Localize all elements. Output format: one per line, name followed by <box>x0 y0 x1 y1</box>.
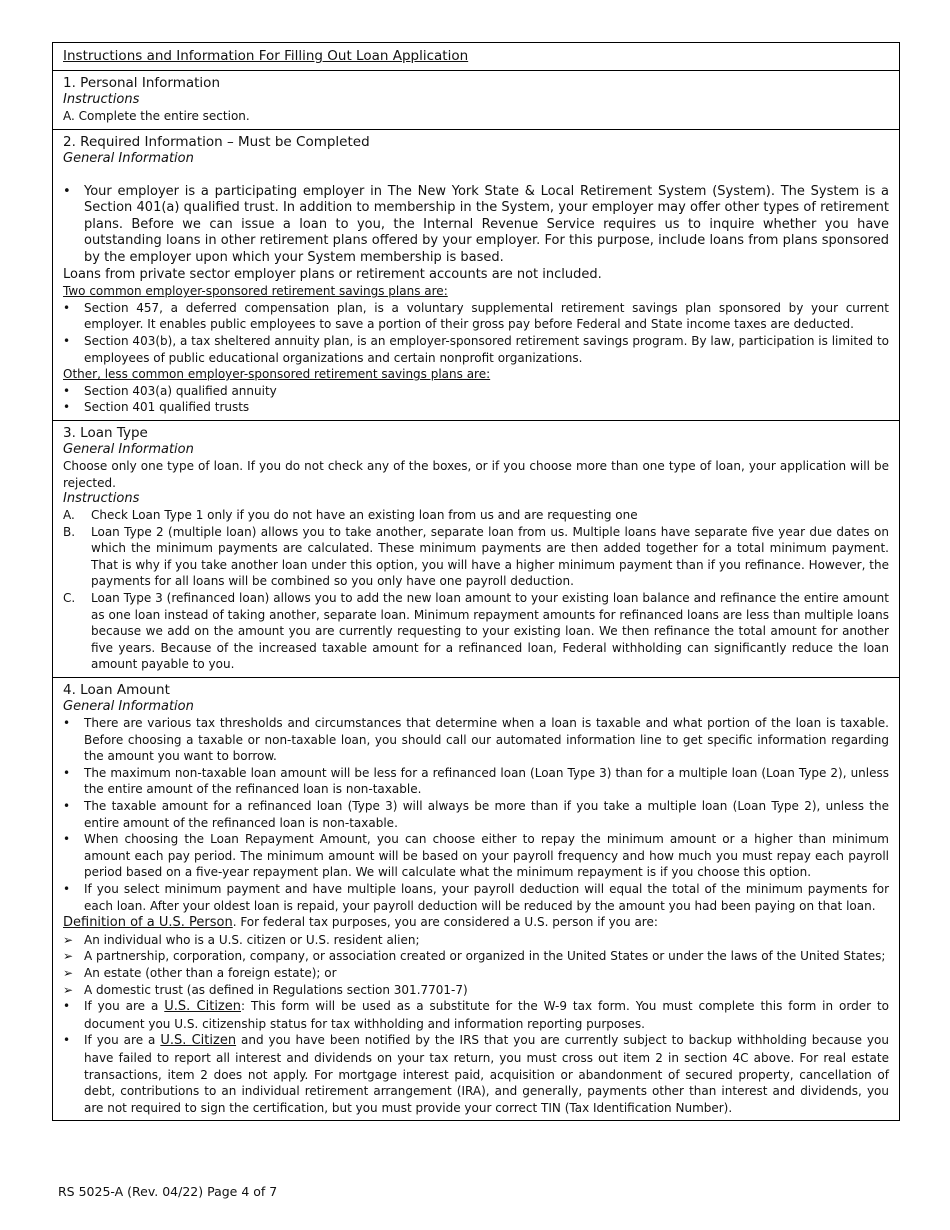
bullet-text: The maximum non-taxable loan amount will be less for a refinanced loan (Loan Type 3) than for a multiple loan (Loan Type 2), unless the entire amount of the refinanced loan is non-taxable. <box>84 765 889 797</box>
citizen-text: : This form will be used as a substitute for the W-9 tax form. You must complete this form in order to document you U.S. citizenship status for tax withholding and information reporting purposes. <box>84 999 890 1031</box>
bullet-text: Section 401 qualified trusts <box>84 400 250 415</box>
instruction-line: A. Complete the entire section. <box>63 109 250 123</box>
bullet-text: Section 403(a) qualified annuity <box>84 383 277 398</box>
bullet-marker: • <box>63 1033 71 1048</box>
bullet-text: When choosing the Loan Repayment Amount, you can choose either to repay the minimum amount or a higher than minimum amount each pay period. The minimum amount will be based on your payroll frequency and how much you must repay each payroll period based on a five-year repayment plan. We will calculate what the minimum repayment is if you choose this option. <box>84 832 889 880</box>
bullet-marker: • <box>63 716 71 731</box>
bullet-item <box>63 998 889 1032</box>
arrow-item-text: A domestic trust (as defined in Regulations section 301.7701-7) <box>84 982 468 997</box>
citizen-text: and you have been notified by the IRS that you are currently subject to backup withholding because you have failed to report all interest and dividends on your tax return, you must cross out item 2 in section 4C above. For real estate transactions, item 2 does not apply. For mortgage interest paid, acquisition or abandonment of secured property, cancellation of debt, contributions to an individual retirement arrangement (IRA), and generally, payments other than interest and dividends, you are not required to sign the certification, but you must provide your correct TIN (Tax Identification Number). <box>84 1033 889 1115</box>
bullet-item <box>63 184 889 267</box>
definition-label: Definition of a U.S. Person <box>63 915 233 931</box>
lettered-item <box>63 507 889 524</box>
item-marker: C. <box>63 591 76 606</box>
section-heading: 4. Loan Amount <box>63 682 170 699</box>
arrow-item <box>63 965 889 982</box>
citizen-prefix: If you are a <box>84 999 165 1014</box>
section-subheading: Instructions <box>63 92 140 107</box>
bullet-marker: • <box>63 881 71 896</box>
bullet-marker: • <box>63 765 71 780</box>
item-marker: A. <box>63 508 75 523</box>
item-text: Check Loan Type 1 only if you do not have an existing loan from us and are requesting one <box>91 508 638 523</box>
citizen-label: U.S. Citizen <box>160 1033 237 1049</box>
list-heading: Two common employer-sponsored retirement savings plans are: <box>63 284 448 299</box>
arrow-bullet-icon: ➢ <box>63 965 74 980</box>
section-loan-type <box>53 420 899 677</box>
bullet-item <box>63 798 889 831</box>
bullet-item <box>63 383 889 400</box>
section-subheading: Instructions <box>63 491 140 507</box>
bullet-marker: • <box>63 333 71 348</box>
bullet-item <box>63 831 889 881</box>
citizen-prefix: If you are a <box>84 1033 161 1048</box>
bullet-item <box>63 333 889 366</box>
bullet-item <box>63 765 889 798</box>
arrow-item <box>63 982 889 999</box>
bullet-text: The taxable amount for a refinanced loan (Type 3) will always be more than if you take a multiple loan (Loan Type 2), unless the entire amount of the refinanced loan is non-taxable. <box>84 799 889 830</box>
item-marker: B. <box>63 524 76 539</box>
bullet-marker: • <box>63 832 71 847</box>
intro-text: Choose only one type of loan. If you do not check any of the boxes, or if you choose more than one type of loan, your application will be rejected. <box>63 458 889 490</box>
page-title: Instructions and Information For Filling Out Loan Application <box>63 48 469 64</box>
bullet-marker: • <box>63 300 71 315</box>
section-heading: 3. Loan Type <box>63 424 148 441</box>
arrow-item-text: A partnership, corporation, company, or association created or organized in the United States or under the laws of the United States; <box>84 949 886 964</box>
note-text: Loans from private sector employer plans or retirement accounts are not included. <box>63 266 602 282</box>
arrow-item <box>63 948 889 965</box>
section-heading: 2. Required Information – Must be Completed <box>63 133 370 150</box>
instructions-table <box>52 42 900 1121</box>
citizen-label: U.S. Citizen <box>164 999 241 1015</box>
bullet-item <box>63 881 889 914</box>
section-subheading: General Information <box>63 699 194 715</box>
bullet-text: If you select minimum payment and have multiple loans, your payroll deduction will equal the total of the minimum payments for each loan. After your oldest loan is repaid, your payroll deduction will be reduced by the amount you had been paying on that loan. <box>84 881 889 913</box>
lettered-item <box>63 524 889 590</box>
arrow-item-text: An individual who is a U.S. citizen or U.S. resident alien; <box>84 932 420 947</box>
arrow-item <box>63 932 889 949</box>
section-required-information <box>53 129 899 420</box>
bullet-item <box>63 1032 889 1116</box>
bullet-marker: • <box>63 999 71 1014</box>
lettered-item <box>63 590 889 673</box>
bullet-marker: • <box>63 400 71 415</box>
us-person-definition <box>63 914 889 932</box>
section-subheading: General Information <box>63 441 194 457</box>
title-row <box>53 43 899 70</box>
bullet-text: Section 403(b), a tax sheltered annuity plan, is an employer-sponsored retirement savings program. By law, participation is limited to employees of public educational organizations and certain nonprofit organizations. <box>84 333 889 365</box>
bullet-item <box>63 399 889 416</box>
section-loan-amount <box>53 677 899 1120</box>
arrow-bullet-icon: ➢ <box>63 932 74 947</box>
bullet-item <box>63 715 889 765</box>
arrow-item-text: An estate (other than a foreign estate); or <box>84 965 337 980</box>
section-heading: 1. Personal Information <box>63 75 220 91</box>
bullet-marker: • <box>63 183 71 199</box>
item-text: Loan Type 2 (multiple loan) allows you to take another, separate loan from us. Multiple loans have separate five year due dates on which the minimum payments are calculated. These minimum payments are then added together for a total minimum payment. That is why if you take another loan under this option, you will have a higher minimum payment than if you refinance. However, the payments for all loans will be combined so you only have one payroll deduction. <box>91 524 889 589</box>
bullet-text: Your employer is a participating employer in The New York State & Local Retirement System (System). The System is a Section 401(a) qualified trust. In addition to membership in the System, your employer may offer other types of retirement plans. Before we can issue a loan to you, the Internal Revenue Service requires us to inquire whether you have outstanding loans in other retirement plans offered by your employer. For this purpose, include loans from plans sponsored by the employer upon which your System membership is based. <box>84 183 889 265</box>
page-footer: RS 5025-A (Rev. 04/22) Page 4 of 7 <box>58 1184 278 1199</box>
section-personal-information <box>53 70 899 129</box>
bullet-item <box>63 300 889 333</box>
item-text: Loan Type 3 (refinanced loan) allows you to add the new loan amount to your existing loan balance and refinance the entire amount as one loan instead of taking another, separate loan. Minimum repayment amounts for refinanced loans are less than multiple loans because we add on the amount you are currently requesting to your existing loan. We then refinance the total amount for another five years. Because of the increased taxable amount for a refinanced loan, Federal withholding can significantly reduce the loan amount payable to you. <box>91 591 889 672</box>
arrow-bullet-icon: ➢ <box>63 982 74 997</box>
bullet-text: Section 457, a deferred compensation plan, is a voluntary supplemental retirement savings plan sponsored by your current employer. It enables public employees to save a portion of their gross pay before Federal and State income taxes are deducted. <box>84 300 889 332</box>
definition-text: . For federal tax purposes, you are considered a U.S. person if you are: <box>232 915 658 930</box>
section-subheading: General Information <box>63 150 194 166</box>
bullet-marker: • <box>63 799 71 813</box>
bullet-text: There are various tax thresholds and circumstances that determine when a loan is taxable and what portion of the loan is taxable. Before choosing a taxable or non-taxable loan, you should call our automated information line to get specific information regarding the amount you want to borrow. <box>84 716 889 764</box>
bullet-marker: • <box>63 383 71 398</box>
arrow-bullet-icon: ➢ <box>63 949 74 964</box>
list-heading: Other, less common employer-sponsored retirement savings plans are: <box>63 367 491 382</box>
